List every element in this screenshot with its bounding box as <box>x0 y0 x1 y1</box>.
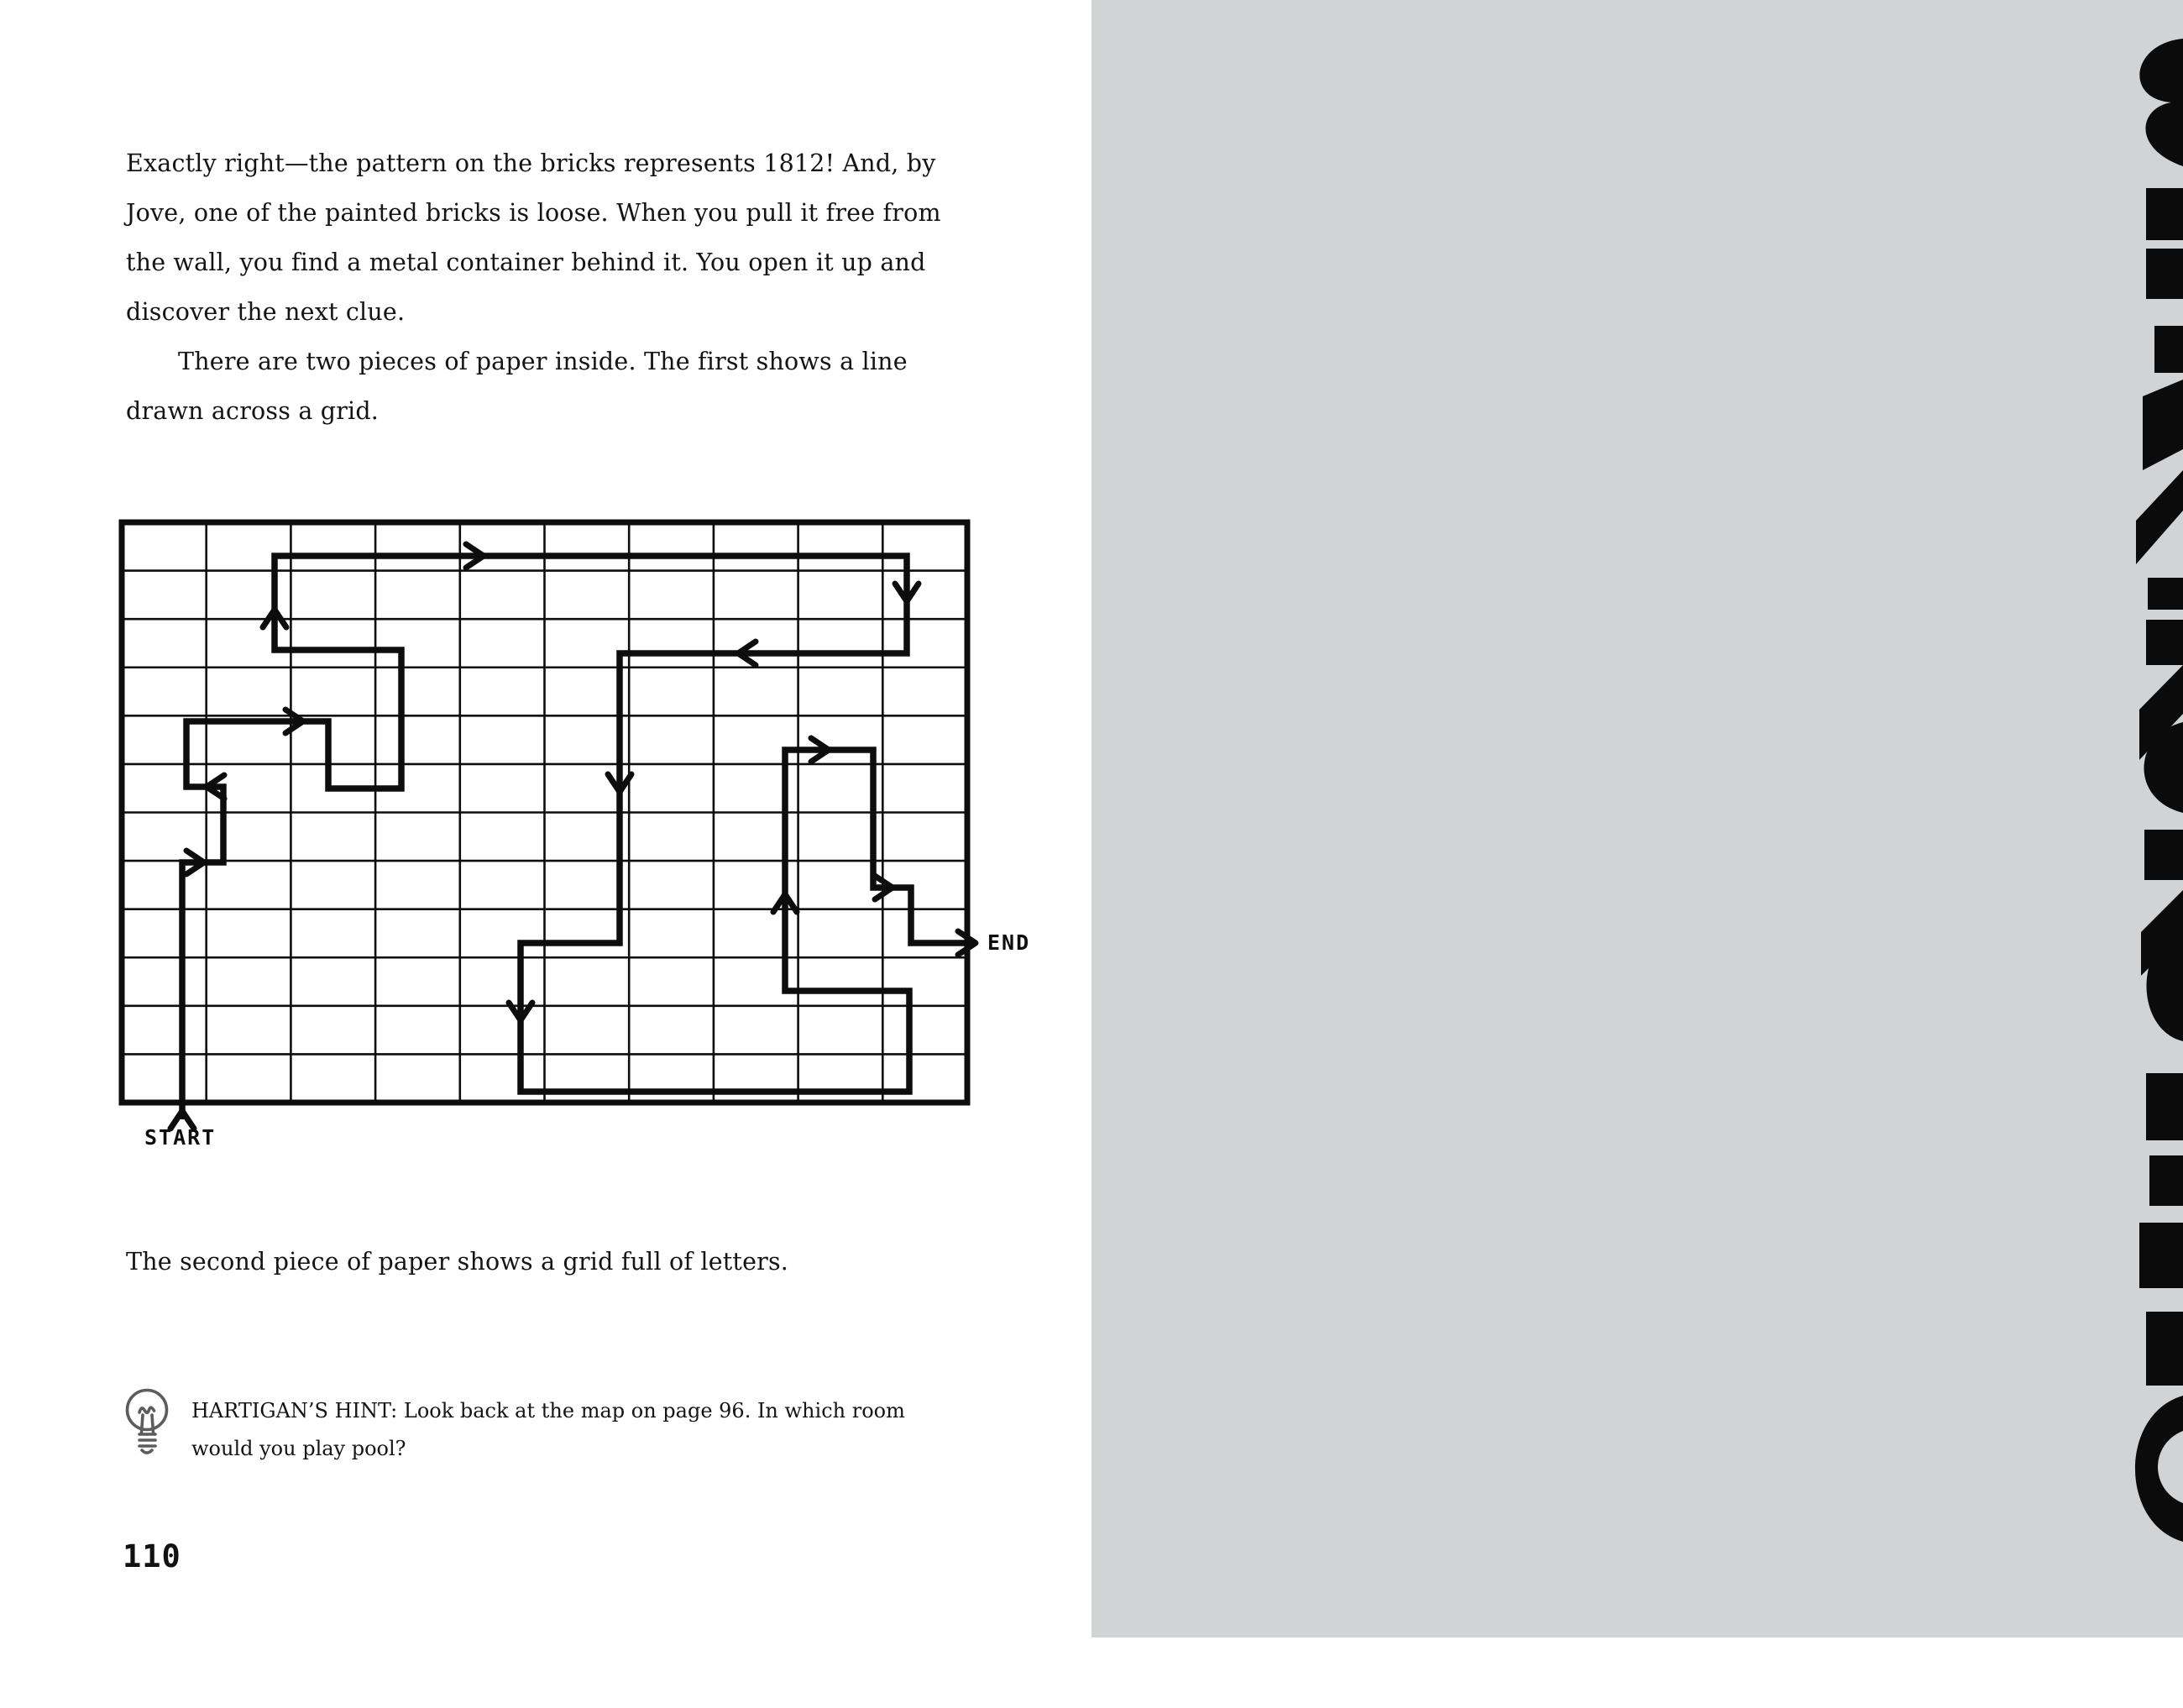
text-line: would you play pool? <box>191 1437 406 1460</box>
end-label: END <box>987 930 1031 955</box>
page-number-left: 110 <box>123 1538 181 1574</box>
text-line: There are two pieces of paper inside. The first shows a line <box>178 348 908 375</box>
text-line: Jove, one of the painted bricks is loose. When you pull it free from <box>126 199 941 227</box>
text-line: Exactly right—the pattern on the bricks represents 1812! And, by <box>126 149 936 177</box>
text-line: drawn across a grid. <box>126 397 380 425</box>
fore-edge-art <box>2124 0 2183 1637</box>
text-line: discover the next clue. <box>126 298 406 326</box>
hartigans-hint <box>191 1392 997 1468</box>
text-line: the wall, you find a metal container behind it. You open it up and <box>126 249 926 276</box>
grid-caption: The second piece of paper shows a grid full of letters. <box>126 1248 789 1276</box>
left-page <box>0 0 1092 1637</box>
right-page <box>1092 0 2183 1637</box>
start-label: START <box>144 1125 217 1150</box>
lightbulb-icon <box>123 1387 173 1459</box>
text-line: HARTIGAN’S HINT: Look back at the map on page 96. In which room <box>191 1399 905 1422</box>
